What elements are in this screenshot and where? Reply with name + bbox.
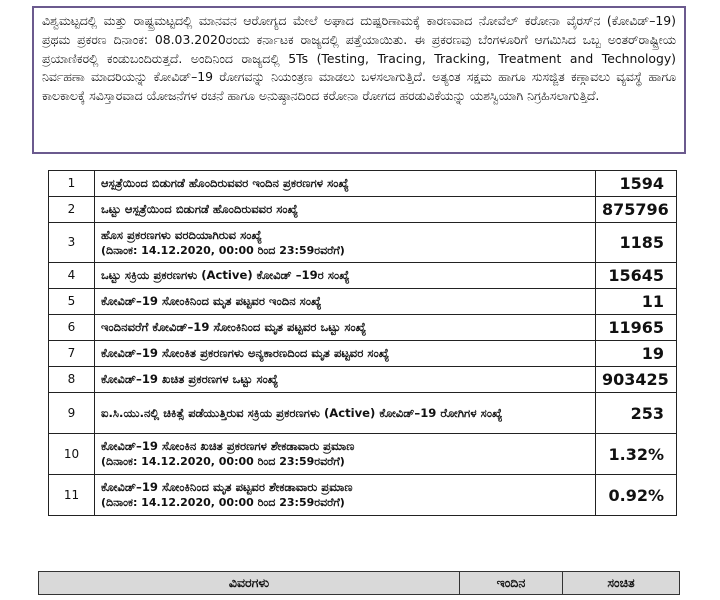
stats-row [49,475,677,516]
row-value: 875796 [596,197,677,223]
row-number: 1 [49,171,95,197]
row-label: ಐ.ಸಿ.ಯು.ನಲ್ಲಿ ಚಿಕಿತ್ಸೆ ಪಡೆಯುತ್ತಿರುವ ಸಕ್ರಿಯ ಪ್ರಕರಣಗಳು (Active) ಕೋವಿಡ್–19 ರೋಗಿಗಳ ಸಂಖ್ಯೆ [101,405,503,420]
row-value: 11 [596,289,677,315]
intro-paragraph: ವಿಶ್ವಮಟ್ಟದಲ್ಲಿ ಮತ್ತು ರಾಷ್ಟ್ರಮಟ್ಟದಲ್ಲಿ ಮಾನವನ ಆರೋಗ್ಯದ ಮೇಲೆ ಅಘಾದ ದುಷ್ಪರಿಣಾಮಕ್ಕೆ ಕಾರಣವಾದ ನೋವೆಲ್ ಕರೋನಾ ವೈರಸ್‌ನ (ಕೋವಿಡ್–19) ಪ್ರಥಮ ಪ್ರಕರಣ ದಿನಾಂಕ: 08.03.2020ರಂದು ಕರ್ನಾಟಕ ರಾಜ್ಯದಲ್ಲಿ ಪತ್ತೆಯಾಯಿತು. ಈ ಪ್ರಕರಣವು ಬೆಂಗಳೂರಿಗೆ ಆಗಮಿಸಿದ ಒಬ್ಬ ಅಂತರ್‌ರಾಷ್ಟ್ರೀಯ ಪ್ರಯಾಣಿಕರಲ್ಲಿ ಕಂಡುಬಂದಿರುತ್ತದೆ. ಅಂದಿನಿಂದ ರಾಜ್ಯದಲ್ಲಿ 5Ts (Testing, Tracing, Tracking, Treatment and Technology) ನಿರ್ವಹಣಾ ಮಾದರಿಯನ್ನು ಕೋವಿಡ್–19 ರೋಗವನ್ನು ನಿಯಂತ್ರಣ ಮಾಡಲು ಬಳಸಲಾಗುತ್ತಿದೆ. ಅತ್ಯಂತ ಸಕ್ಷಮ ಹಾಗೂ ಸುಸಜ್ಜಿತ ಕಣ್ಗಾವಲು ವ್ಯವಸ್ಥೆ ಹಾಗೂ ಕಾಲಕಾಲಕ್ಕೆ ಸವಿಸ್ತಾರವಾದ ಯೋಜನೆಗಳ ರಚನೆ ಹಾಗೂ ಅನುಷ್ಠಾನದಿಂದ ಕರೋನಾ ರೋಗದ ಹರಡುವಿಕೆಯನ್ನು ಯಶಸ್ವಿಯಾಗಿ ನಿಗ್ರಹಿಸಲಾಗುತ್ತಿದೆ. [42,13,676,104]
row-number: 11 [49,475,95,516]
row-label: ಕೋವಿಡ್–19 ಖಚಿತ ಪ್ರಕರಣಗಳ ಒಟ್ಟು ಸಂಖ್ಯೆ [101,372,279,386]
row-description [95,289,596,315]
row-number: 10 [49,434,95,475]
row-number: 2 [49,197,95,223]
row-number: 4 [49,263,95,289]
stats-row [49,315,677,341]
row-value: 253 [596,393,677,434]
row-label: ಆಸ್ಪತ್ರೆಯಿಂದ ಬಿಡುಗಡೆ ಹೊಂದಿರುವವರ ಇಂದಿನ ಪ್ರಕರಣಗಳ ಸಂಖ್ಯೆ [101,176,349,190]
stats-row [49,367,677,393]
covid-stats-table [48,170,677,516]
row-label: ಒಟ್ಟು ಸಕ್ರಿಯ ಪ್ರಕರಣಗಳು (Active) ಕೋವಿಡ್ –19ರ ಸಂಖ್ಯೆ [101,268,350,282]
row-value: 19 [596,341,677,367]
row-description [95,263,596,289]
cumulative-col-header: ಸಂಚಿತ [563,572,680,595]
stats-row [49,341,677,367]
stats-row [49,263,677,289]
row-number: 6 [49,315,95,341]
row-label: ಹೊಸ ಪ್ರಕರಣಗಳು ವರದಿಯಾಗಿರುವ ಸಂಖ್ಯೆ [101,227,262,242]
intro-box [32,6,686,154]
row-label: ಕೋವಿಡ್–19 ಸೋಂಕಿತ ಪ್ರಕರಣಗಳು ಅನ್ಯಕಾರಣದಿಂದ ಮೃತ ಪಟ್ಟವರ ಸಂಖ್ಯೆ [101,346,390,360]
details-table-header [38,571,680,595]
row-date-range: (ದಿನಾಂಕ: 14.12.2020, 00:00 ರಿಂದ 23:59ರವರೆಗೆ) [101,243,345,257]
row-label: ಒಟ್ಟು ಆಸ್ಪತ್ರೆಯಿಂದ ಬಿಡುಗಡೆ ಹೊಂದಿರುವವರ ಸಂಖ್ಯೆ [101,202,299,216]
stats-row [49,197,677,223]
row-description [95,197,596,223]
row-number: 5 [49,289,95,315]
stats-row [49,434,677,475]
row-date-range: (ದಿನಾಂಕ: 14.12.2020, 00:00 ರಿಂದ 23:59ರವರೆಗೆ) [101,496,345,509]
row-number: 7 [49,341,95,367]
row-description [95,367,596,393]
stats-row [49,223,677,263]
row-value: 1594 [596,171,677,197]
details-col-header: ವಿವರಗಳು [39,572,460,595]
stats-row [49,393,677,434]
row-label: ಕೋವಿಡ್–19 ಸೋಂಕಿನಿಂದ ಮೃತ ಪಟ್ಟವರ ಶೇಕಡಾವಾರು ಪ್ರಮಾಣ [101,480,353,494]
row-label: ಇಂದಿನವರೆಗೆ ಕೋವಿಡ್–19 ಸೋಂಕಿನಿಂದ ಮೃತ ಪಟ್ಟವರ ಒಟ್ಟು ಸಂಖ್ಯೆ [101,320,367,334]
row-value: 1185 [596,223,677,263]
row-value: 0.92% [596,475,677,516]
row-value: 15645 [596,263,677,289]
row-number: 9 [49,393,95,434]
row-description [95,475,596,516]
row-number: 8 [49,367,95,393]
row-description [95,223,596,263]
row-label: ಕೋವಿಡ್–19 ಸೋಂಕಿನ ಖಚಿತ ಪ್ರಕರಣಗಳ ಶೇಕಡಾವಾರು ಪ್ರಮಾಣ [101,439,355,453]
row-value: 1.32% [596,434,677,475]
row-description [95,171,596,197]
row-date-range: (ದಿನಾಂಕ: 14.12.2020, 00:00 ರಿಂದ 23:59ರವರೆಗೆ) [101,455,345,468]
row-number: 3 [49,223,95,263]
stats-row [49,289,677,315]
row-label: ಕೋವಿಡ್–19 ಸೋಂಕಿನಿಂದ ಮೃತ ಪಟ್ಟವರ ಇಂದಿನ ಸಂಖ್ಯೆ [101,294,322,308]
row-description [95,393,596,434]
details-header-row [39,572,680,595]
row-value: 11965 [596,315,677,341]
row-description [95,341,596,367]
stats-row [49,171,677,197]
row-description [95,434,596,475]
today-col-header: ಇಂದಿನ [460,572,563,595]
row-value: 903425 [596,367,677,393]
row-description [95,315,596,341]
